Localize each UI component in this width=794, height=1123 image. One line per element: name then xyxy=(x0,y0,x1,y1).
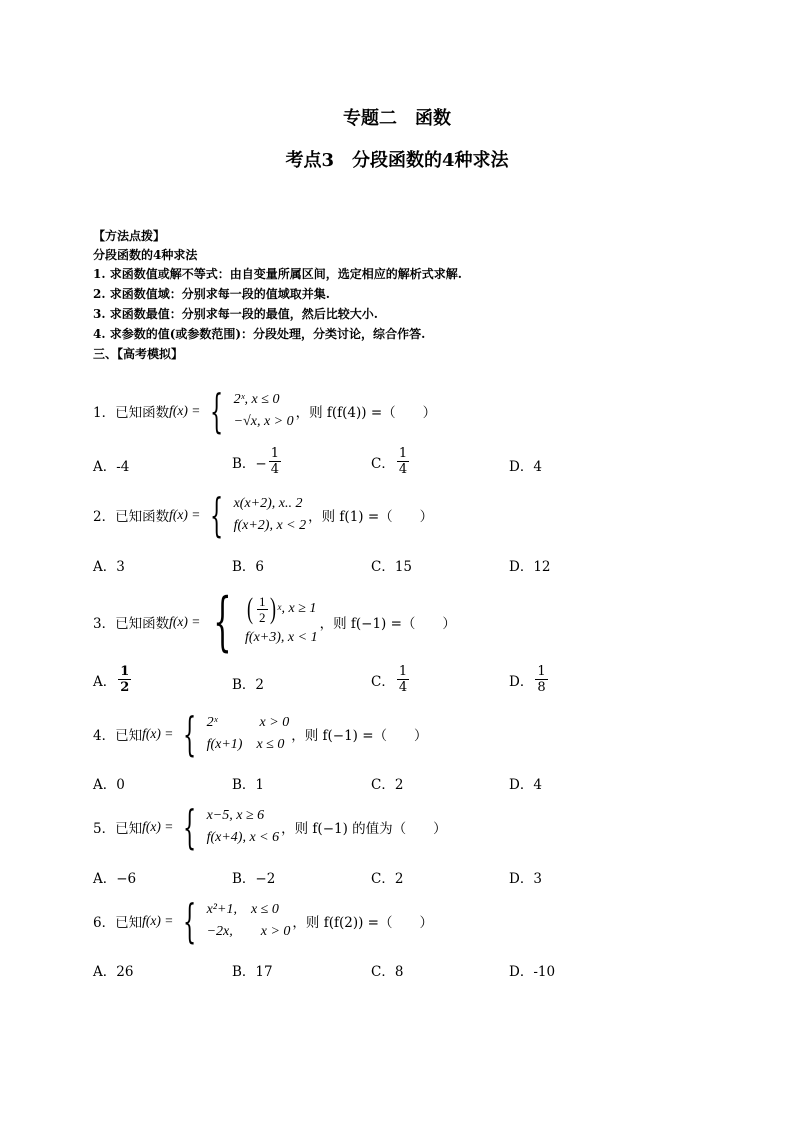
function-lhs: f(x) = xyxy=(142,819,174,834)
fraction xyxy=(257,594,268,625)
brace-icon: { xyxy=(213,585,232,659)
option-d[interactable]: D．3 xyxy=(509,871,542,887)
numerator: 1 xyxy=(398,446,408,461)
option-d[interactable] xyxy=(509,664,548,695)
denominator: 2 xyxy=(259,609,266,625)
option-label: D． xyxy=(509,673,534,690)
option-label: C． xyxy=(371,455,395,472)
option-d[interactable]: D．12 xyxy=(509,559,551,575)
numerator: 1 xyxy=(270,446,280,461)
piecewise-cases xyxy=(207,805,280,849)
function-lhs: f(x) = xyxy=(169,507,201,522)
option-a[interactable] xyxy=(93,664,131,695)
numerator: 1 xyxy=(398,664,408,679)
question-tail: ，则 f(−1) 的值为（ ） xyxy=(281,821,447,837)
option-b[interactable]: B．2 xyxy=(232,677,265,693)
numerator: 1 xyxy=(120,664,130,679)
function-lhs: f(x) = xyxy=(142,726,174,741)
question-number: 4．已知 xyxy=(93,728,143,744)
fraction xyxy=(118,664,131,695)
option-b[interactable]: B．1 xyxy=(232,777,265,793)
brace-icon: { xyxy=(183,894,197,948)
page-title: 专题二 函数 xyxy=(343,108,451,129)
case-1: x−5, x ≥ 6 xyxy=(206,808,265,823)
case-1: x(x+2), x.. 2 xyxy=(233,496,303,511)
function-lhs: f(x) = xyxy=(169,403,201,418)
question-tail: ，则 f(1) =（ ） xyxy=(308,509,434,525)
numerator: 1 xyxy=(537,664,546,679)
option-a[interactable]: A．26 xyxy=(93,964,134,980)
case-1: 2ˣ x > 0 xyxy=(206,715,290,730)
denominator: 4 xyxy=(270,462,280,477)
left-paren-icon: ( xyxy=(247,592,254,625)
case-2: f(x+4), x < 6 xyxy=(206,830,280,845)
denominator: 8 xyxy=(537,680,546,695)
question-3 xyxy=(93,585,456,659)
piecewise-cases xyxy=(245,594,318,651)
piecewise-cases xyxy=(207,899,291,943)
denominator: 2 xyxy=(120,680,130,695)
case-condition: , x ≥ 1 xyxy=(281,601,317,616)
case-2: f(x+1) x ≤ 0 xyxy=(206,737,285,752)
question-number: 6．已知 xyxy=(93,915,143,931)
section-heading: 三、【高考模拟】 xyxy=(93,347,184,361)
function-lhs: f(x) = xyxy=(142,913,174,928)
option-d[interactable]: D．4 xyxy=(509,777,542,793)
method-item-3: 3. 求函数最值：分别求每一段的最值，然后比较大小. xyxy=(93,307,378,321)
question-number: 3．已知函数 xyxy=(93,616,170,632)
case-2: −2x, x > 0 xyxy=(206,924,291,939)
case-2: −√x, x > 0 xyxy=(233,414,294,429)
option-b[interactable] xyxy=(232,446,281,477)
option-label: B．− xyxy=(232,455,267,472)
option-c[interactable]: C．15 xyxy=(371,559,413,575)
case-1: ( $\frac{1}{2}$ ) x , x ≥ 1 xyxy=(247,592,317,625)
option-d[interactable]: D．4 xyxy=(509,459,542,475)
option-d[interactable]: D．-10 xyxy=(509,964,556,980)
method-item-2: 2. 求函数值域：分别求每一段的值域取并集. xyxy=(93,287,330,301)
brace-icon: { xyxy=(183,707,197,761)
case-1: x²+1, x ≤ 0 xyxy=(206,902,279,917)
brace-icon: { xyxy=(183,800,197,854)
fraction xyxy=(397,446,409,477)
question-1 xyxy=(93,384,437,438)
brace-icon: { xyxy=(210,488,224,542)
option-c[interactable] xyxy=(371,664,409,695)
piecewise-cases xyxy=(234,493,307,537)
option-c[interactable]: C．2 xyxy=(371,871,404,887)
option-a[interactable]: A．0 xyxy=(93,777,125,793)
option-a[interactable]: A．3 xyxy=(93,559,125,575)
fraction xyxy=(535,664,547,695)
option-label: C． xyxy=(371,673,395,690)
question-4 xyxy=(93,707,428,761)
option-b[interactable]: B．17 xyxy=(232,964,273,980)
method-lead: 分段函数的4种求法 xyxy=(93,248,198,262)
option-b[interactable]: B．−2 xyxy=(232,871,276,887)
fraction xyxy=(269,446,281,477)
question-number: 1．已知函数 xyxy=(93,405,170,421)
option-c[interactable]: C．2 xyxy=(371,777,404,793)
piecewise-cases xyxy=(234,389,294,433)
fraction xyxy=(397,664,409,695)
question-tail: ，则 f(−1) =（ ） xyxy=(319,616,456,632)
question-tail: ，则 f(f(2)) =（ ） xyxy=(292,915,433,931)
case-1: 2ˣ, x ≤ 0 xyxy=(233,392,280,407)
function-lhs: f(x) = xyxy=(169,614,201,629)
option-label: A． xyxy=(93,673,117,690)
case-2: f(x+3), x < 1 xyxy=(245,629,318,645)
method-heading: 【方法点拨】 xyxy=(93,229,166,243)
option-a[interactable]: A．-4 xyxy=(93,459,130,475)
question-6 xyxy=(93,894,433,948)
question-5 xyxy=(93,800,447,854)
method-item-4: 4. 求参数的值(或参数范围)：分段处理，分类讨论，综合作答. xyxy=(93,327,426,341)
case-2: f(x+2), x < 2 xyxy=(233,518,307,533)
question-2 xyxy=(93,488,434,542)
question-tail: ，则 f(−1) =（ ） xyxy=(291,728,428,744)
page-subtitle: 考点3 分段函数的4种求法 xyxy=(285,150,509,171)
option-b[interactable]: B．6 xyxy=(232,559,265,575)
denominator: 4 xyxy=(398,680,408,695)
option-c[interactable] xyxy=(371,446,409,477)
option-c[interactable]: C．8 xyxy=(371,964,404,980)
numerator: 1 xyxy=(259,593,266,609)
right-paren-icon: ) xyxy=(269,592,276,625)
method-item-1: 1. 求函数值或解不等式：由自变量所属区间，选定相应的解析式求解. xyxy=(93,267,462,281)
question-number: 5．已知 xyxy=(93,821,143,837)
brace-icon: { xyxy=(210,384,224,438)
option-a[interactable]: A．−6 xyxy=(93,871,137,887)
piecewise-cases xyxy=(207,712,290,756)
question-tail: ，则 f(f(4)) =（ ） xyxy=(295,405,437,421)
denominator: 4 xyxy=(398,462,408,477)
question-number: 2．已知函数 xyxy=(93,509,170,525)
